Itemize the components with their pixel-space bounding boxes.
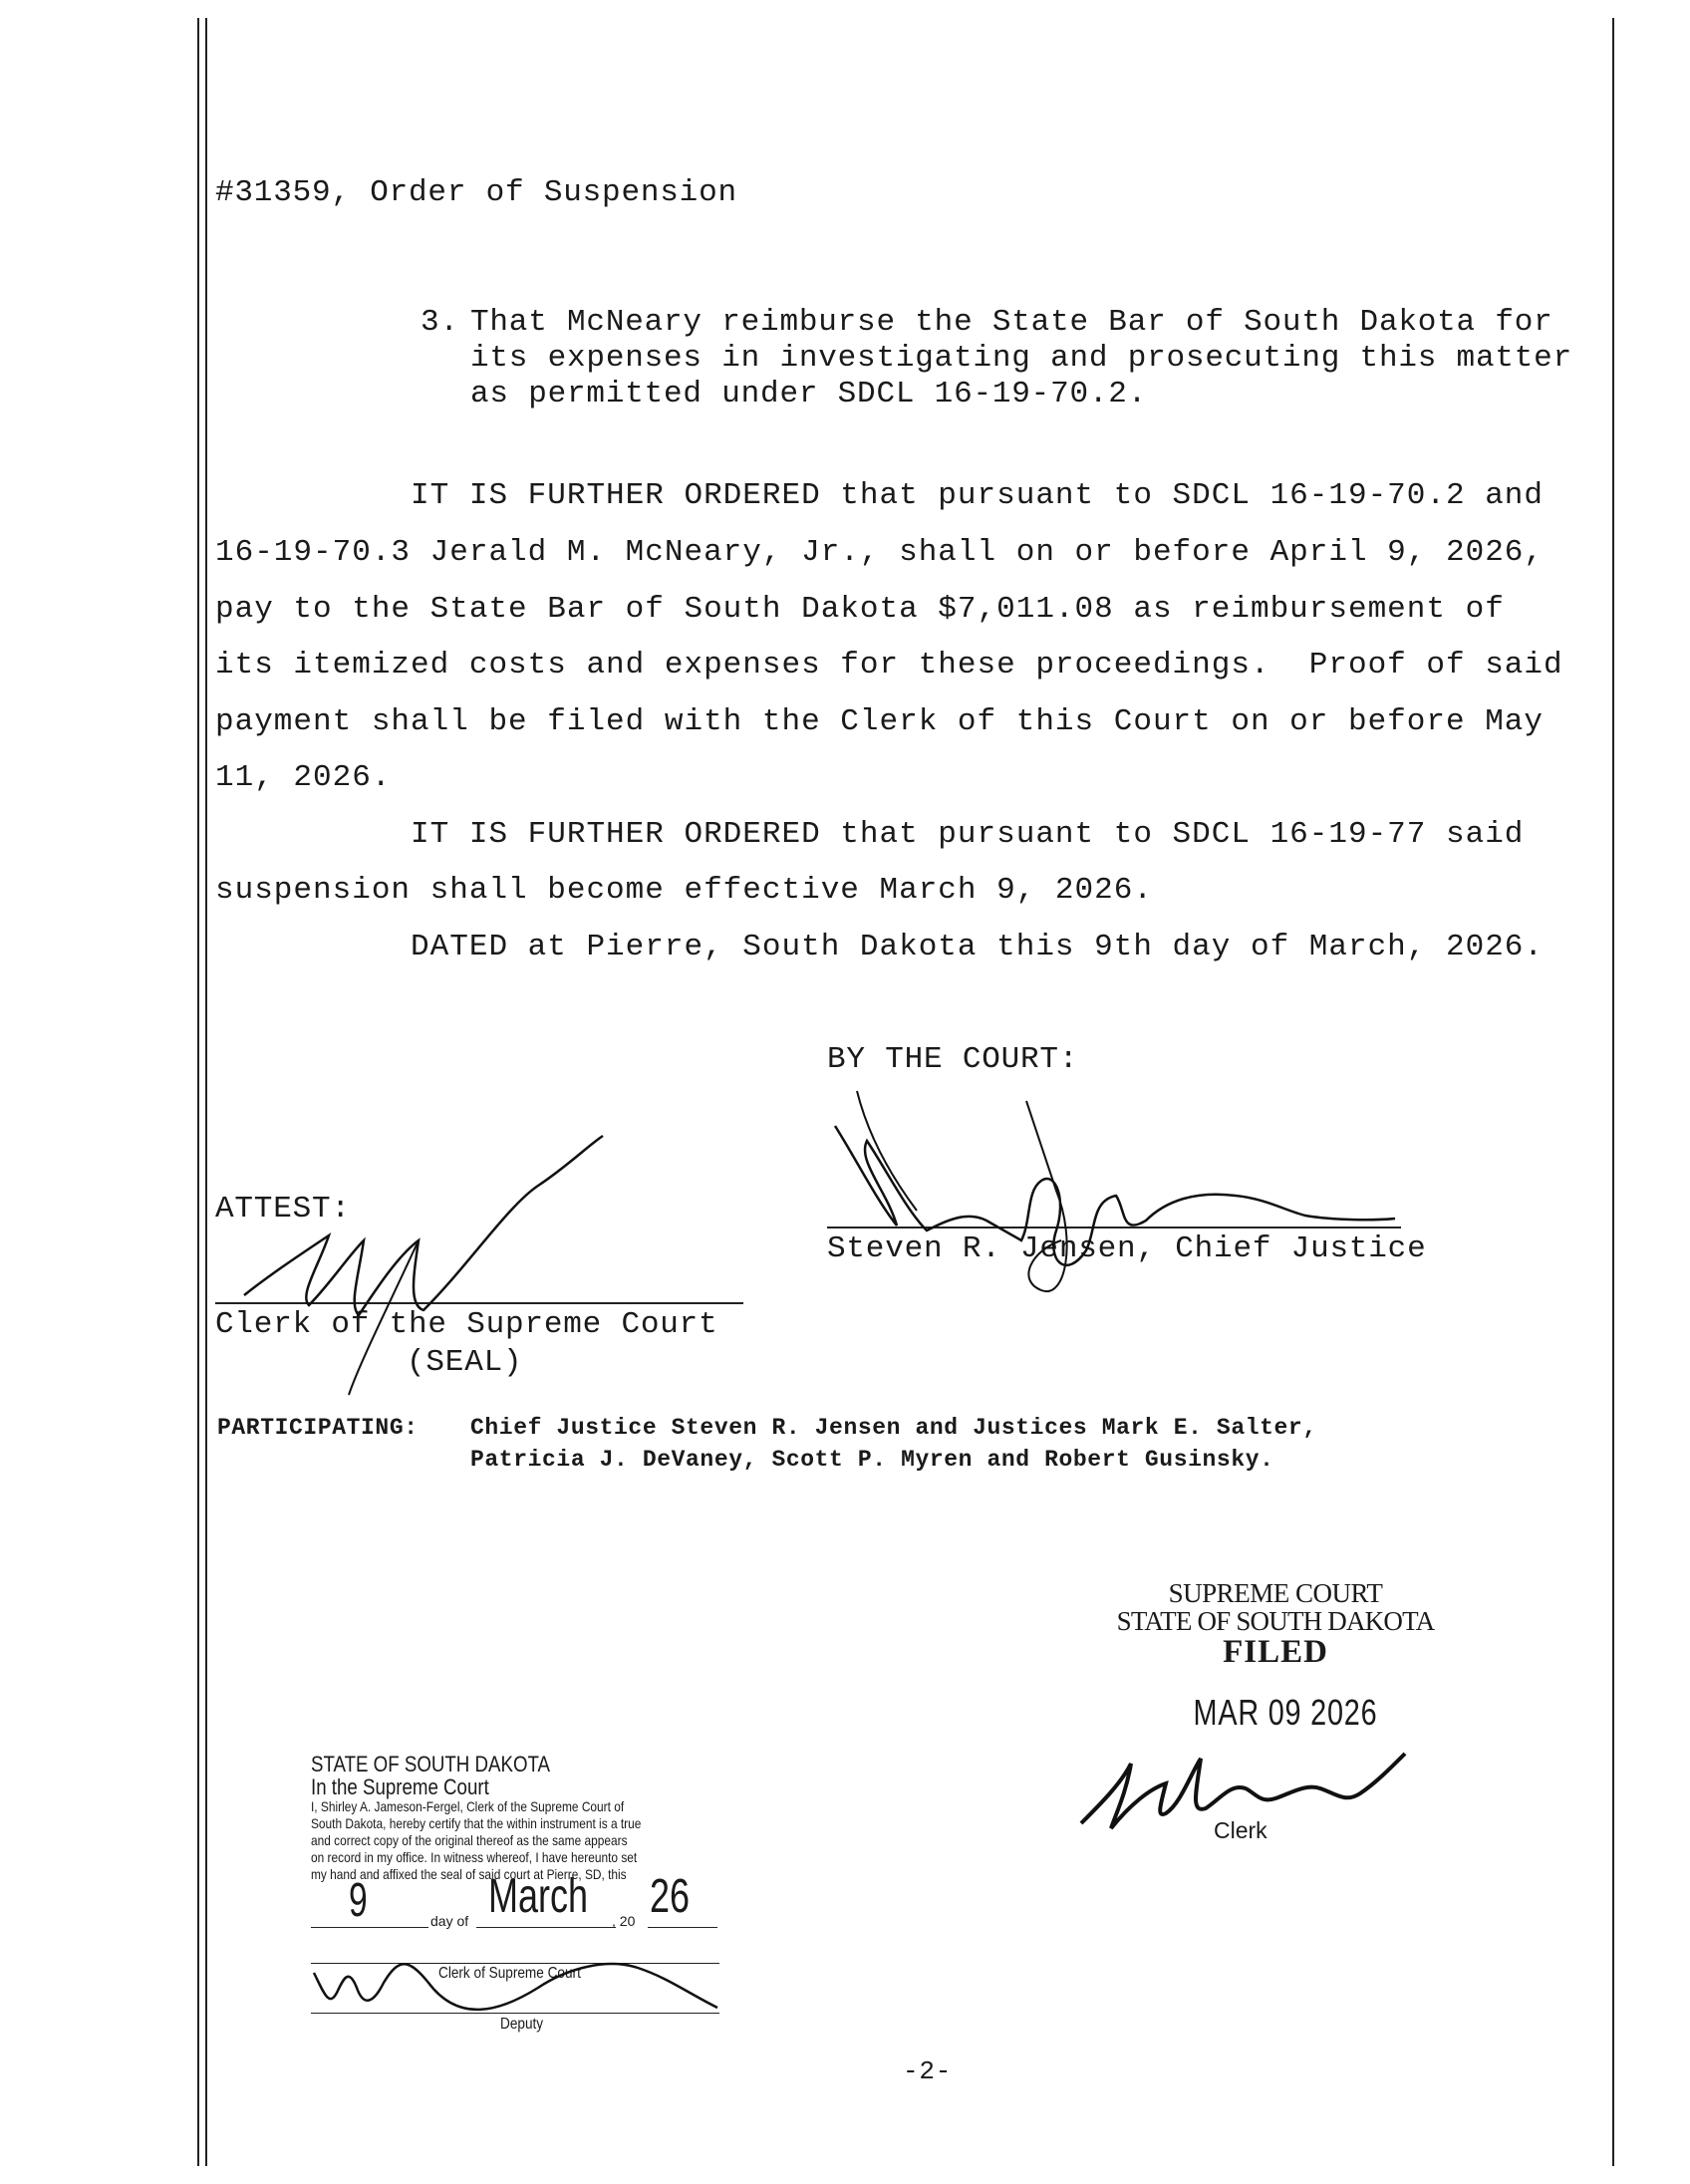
item-3-number: 3. (421, 305, 459, 340)
case-title: #31359, Order of Suspension (215, 175, 737, 210)
left-margin-rule-inner (205, 18, 207, 2166)
by-the-court-label: BY THE COURT: (827, 1042, 1079, 1077)
cert-body-line-2: South Dakota, hereby certify that the within instrument is a true (311, 1815, 642, 1831)
cert-deputy-label: Deputy (500, 2016, 544, 2033)
order-2-line-2: suspension shall become effective March 9, 2026. (215, 873, 1153, 908)
cert-year-underline (648, 1927, 717, 1928)
cert-body-line-5: my hand and affixed the seal of said court at Pierre, SD, this (311, 1866, 627, 1882)
right-margin-rule (1612, 18, 1614, 2166)
cert-body-line-1: I, Shirley A. Jameson-Fergel, Clerk of the Supreme Court of (311, 1798, 625, 1814)
clerk-of-court-label: Clerk of the Supreme Court (215, 1307, 718, 1342)
cert-body-line-3: and correct copy of the original thereof as the same appears (311, 1832, 628, 1848)
filed-stamp-line-3: FILED (1223, 1634, 1328, 1670)
filed-stamp-date: MAR 09 2026 (1193, 1692, 1378, 1733)
participating-line-1: Chief Justice Steven R. Jensen and Justices Mark E. Salter, (470, 1415, 1317, 1441)
cert-month-value: March (488, 1870, 589, 1923)
cert-day-of-label: day of (430, 1913, 469, 1929)
dated-line: DATED at Pierre, South Dakota this 9th day of March, 2026. (215, 930, 1545, 964)
order-1-line-5: payment shall be filed with the Clerk of this Court on or before May (215, 704, 1545, 739)
order-1-line-1: IT IS FURTHER ORDERED that pursuant to SDCL 16-19-70.2 and (215, 478, 1545, 513)
filed-stamp-line-2: STATE OF SOUTH DAKOTA (1116, 1606, 1435, 1636)
cert-state: STATE OF SOUTH DAKOTA (311, 1752, 551, 1776)
order-1-line-3: pay to the State Bar of South Dakota $7,011.08 as reimbursement of (215, 592, 1505, 627)
clerk-signature (239, 1106, 658, 1405)
participating-label: PARTICIPATING: (217, 1415, 419, 1441)
chief-justice-signature (817, 1071, 1415, 1310)
cert-court: In the Supreme Court (311, 1774, 489, 1799)
filed-stamp-line-1: SUPREME COURT (1168, 1578, 1383, 1608)
order-1-line-2: 16-19-70.3 Jerald M. McNeary, Jr., shall on or before April 9, 2026, (215, 535, 1545, 570)
chief-justice-name: Steven R. Jensen, Chief Justice (827, 1231, 1427, 1266)
cert-deputy-line (311, 2013, 719, 2014)
item-3-line-1: That McNeary reimburse the State Bar of South Dakota for (470, 305, 1553, 340)
participating-line-2: Patricia J. DeVaney, Scott P. Myren and Robert Gusinsky. (470, 1447, 1274, 1473)
cert-year-prefix: , 20 (612, 1913, 636, 1929)
order-1-line-6: 11, 2026. (215, 760, 392, 795)
order-1-line-4: its itemized costs and expenses for these proceedings. Proof of said (215, 648, 1563, 682)
item-3-line-3: as permitted under SDCL 16-19-70.2. (470, 377, 1148, 411)
filed-clerk-title: Clerk (1214, 1817, 1268, 1843)
cert-day-underline (311, 1927, 428, 1928)
seal-label: (SEAL) (407, 1345, 523, 1380)
item-3-line-2: its expenses in investigating and prosecuting this matter (470, 341, 1572, 376)
order-2-line-1: IT IS FURTHER ORDERED that pursuant to SDCL 16-19-77 said (215, 817, 1525, 852)
cert-day-value: 9 (349, 1874, 368, 1927)
cert-year-value: 26 (650, 1870, 691, 1923)
attest-label: ATTEST: (215, 1192, 351, 1227)
cert-body-line-4: on record in my office. In witness whereof, I have hereunto set (311, 1849, 638, 1865)
left-margin-rule-outer (197, 18, 199, 2166)
cert-clerk-label: Clerk of Supreme Court (438, 1965, 581, 1982)
page-number: -2- (903, 2056, 953, 2086)
cert-month-underline (476, 1927, 616, 1928)
